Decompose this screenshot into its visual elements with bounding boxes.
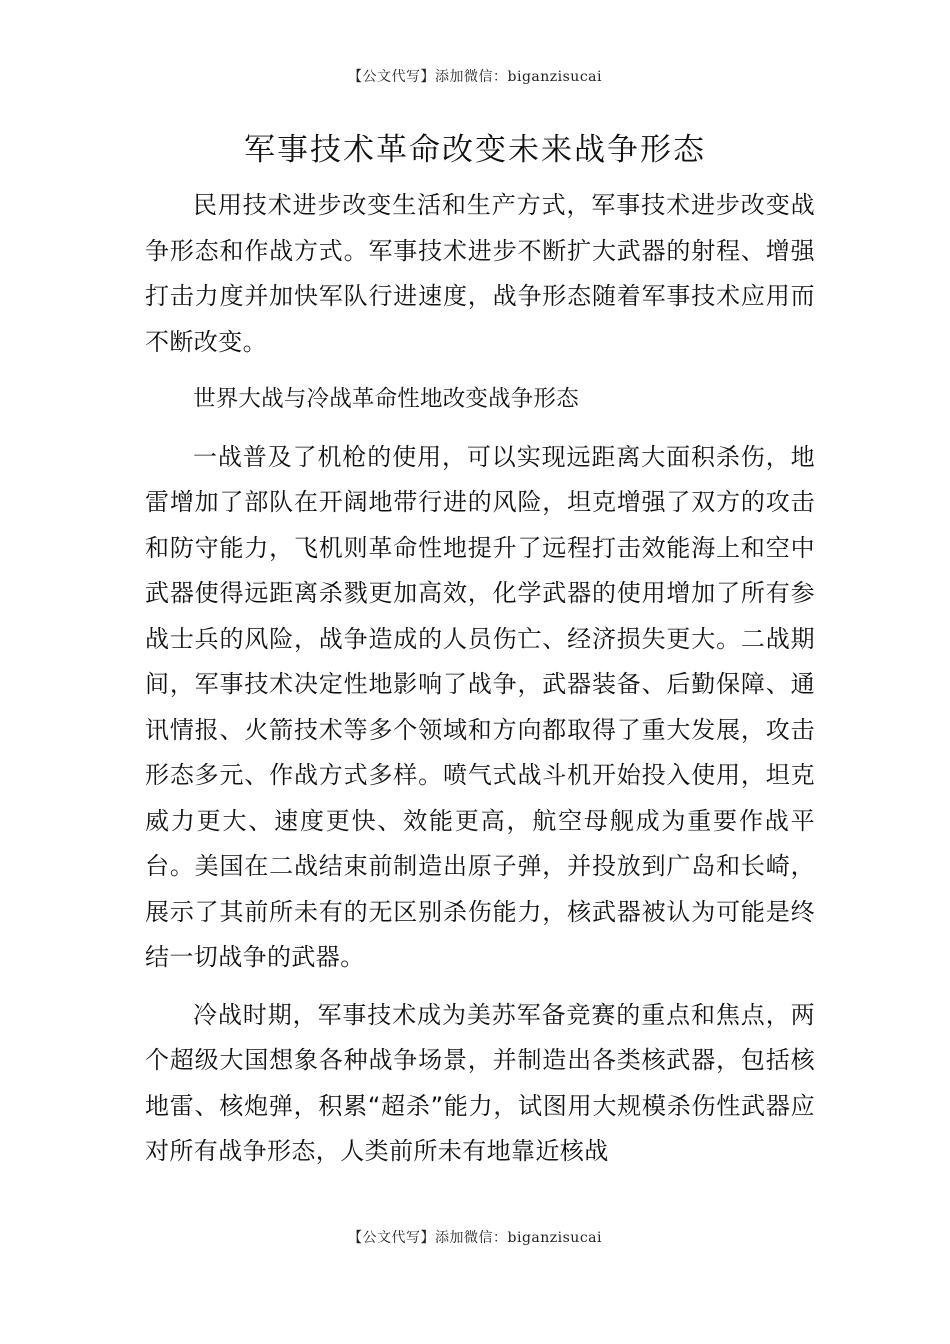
- paragraph-cold-war: 冷战时期，军事技术成为美苏军备竞赛的重点和焦点，两个超级大国想象各种战争场景，并制造出各类核武器，包括核地雷、核炮弹，积累“超杀”能力，试图用大规模杀伤性武器应对所有战争形态，人类前所未有地靠近核战: [145, 1000, 815, 1165]
- paragraph-intro: 民用技术进步改变生活和生产方式，军事技术进步改变战争形态和作战方式。军事技术进步不断扩大武器的射程、增强打击力度并加快军队行进速度，战争形态随着军事技术应用而不断改变。: [145, 191, 815, 356]
- section-heading: 世界大战与冷战革命性地改变战争形态: [193, 386, 579, 412]
- paragraph-world-wars: 一战普及了机枪的使用，可以实现远距离大面积杀伤，地雷增加了部队在开阔地带行进的风险，坦克增强了双方的攻击和防守能力，飞机则革命性地提升了远程打击效能海上和空中武器使得远距离杀戮更加高效，化学武器的使用增加了所有参战士兵的风险，战争造成的人员伤亡、经济损失更大。二战期间，军事技术决定性地影响了战争，武器装备、后勤保障、通讯情报、火箭技术等多个领域和方向都取得了重大发展，攻击形态多元、作战方式多样。喷气式战斗机开始投入使用，坦克威力更大、速度更快、效能更高，航空母舰成为重要作战平台。美国在二战结束前制造出原子弹，并投放到广岛和长崎，展示了其前所未有的无区别杀伤能力，核武器被认为可能是终结一切战争的武器。: [145, 442, 815, 971]
- document-title: 军事技术革命改变未来战争形态: [244, 132, 706, 168]
- page-footer: 【公文代写】添加微信：biganzisucai: [348, 1230, 602, 1246]
- page-header: 【公文代写】添加微信：biganzisucai: [348, 69, 602, 85]
- document-body: [145, 183, 815, 1175]
